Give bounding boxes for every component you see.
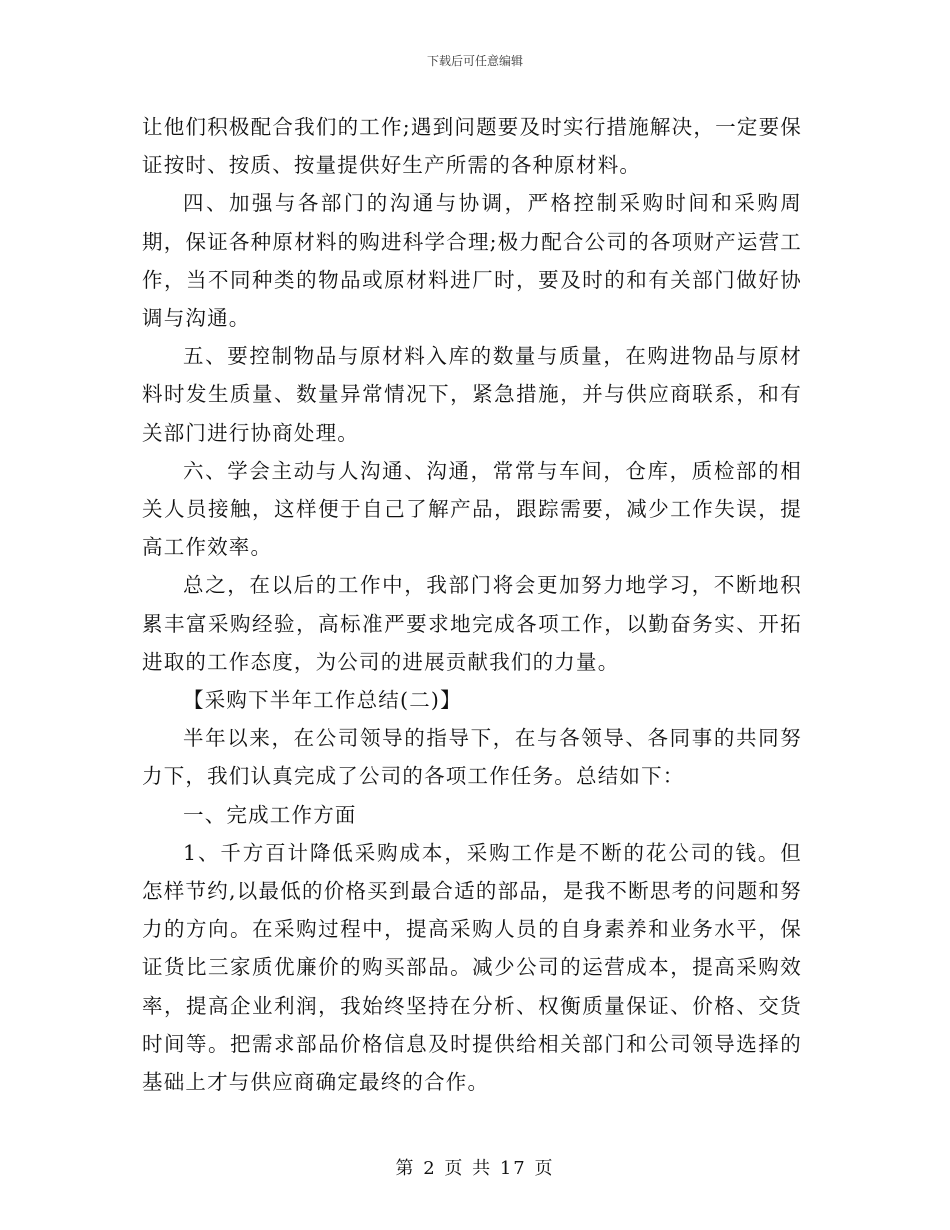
paragraph-5: 总之，在以后的工作中，我部门将会更加努力地学习，不断地积累丰富采购经验，高标准严要求地完成各项工作，以勤奋务实、开拓进取的工作态度，为公司的进展贡献我们的力量。 (142, 573, 802, 674)
paragraph-1: 让他们积极配合我们的工作;遇到问题要及时实行措施解决，一定要保证按时、按质、按量提供好生产所需的各种原材料。 (142, 115, 802, 178)
subheading: 一、完成工作方面 (183, 802, 357, 827)
paragraph-9: 1、千方百计降低采购成本，采购工作是不断的花公司的钱。但怎样节约,以最低的价格买到最合适的部品，是我不断思考的问题和努力的方向。在采购过程中，提高采购人员的自身素养和业务水平，保证货比三家质优廉价的购买部品。减少公司的运营成本，提高采购效率，提高企业利润，我始终坚持在分析、权衡质量保证、价格、交货时间等。把需求部品价格信息及时提供给相关部门和公司领导选择的基础上才与供应商确定最终的合作。 (142, 840, 802, 1095)
page-number: 第 2 页 共 17 页 (395, 1158, 555, 1179)
section-heading: 【采购下半年工作总结(二)】 (183, 688, 462, 713)
download-note: 下载后可任意编辑 (426, 54, 523, 68)
paragraph-3: 五、要控制物品与原材料入库的数量与质量，在购进物品与原材料时发生质量、数量异常情况下，紧急措施，并与供应商联系，和有关部门进行协商处理。 (142, 344, 802, 445)
paragraph-2: 四、加强与各部门的沟通与协调，严格控制采购时间和采购周期，保证各种原材料的购进科学合理;极力配合公司的各项财产运营工作，当不同种类的物品或原材料进厂时，要及时的和有关部门做好协调与沟通。 (142, 191, 802, 331)
paragraph-7: 半年以来，在公司领导的指导下，在与各领导、各同事的共同努力下，我们认真完成了公司的各项工作任务。总结如下： (142, 726, 802, 789)
document-body (142, 108, 802, 1101)
paragraph-4: 六、学会主动与人沟通、沟通，常常与车间，仓库，质检部的相关人员接触，这样便于自己了解产品，跟踪需要，减少工作失误，提高工作效率。 (142, 458, 802, 560)
